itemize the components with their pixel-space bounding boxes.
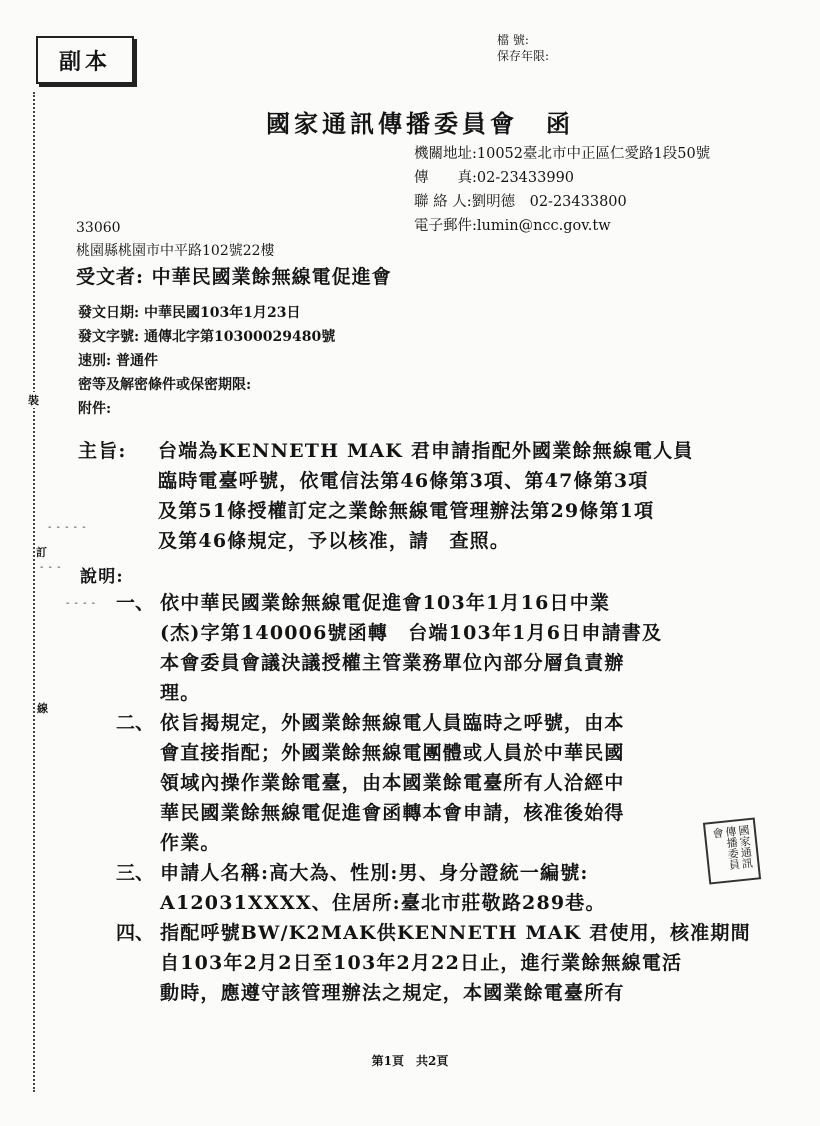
- explanation-line: 本會委員會議決議授權主管業務單位內部分層負責辦: [160, 652, 625, 674]
- subject-line: 台端為KENNETH MAK 君申請指配外國業餘無線電人員: [158, 440, 694, 462]
- copy-stamp: 副本: [36, 36, 134, 84]
- binding-dash: - - - -: [66, 598, 97, 609]
- explanation-line: 作業。: [160, 832, 221, 854]
- item-number: 一、: [116, 592, 155, 614]
- subject-label: 主旨:: [78, 440, 127, 462]
- official-seal: 國家通訊傳播委員會: [703, 817, 761, 884]
- explanation-label: 說明:: [80, 567, 124, 587]
- attachment: 附件:: [78, 401, 112, 417]
- item-number: 三、: [116, 862, 155, 884]
- sender-email: 電子郵件:lumin@ncc.gov.tw: [414, 218, 611, 234]
- archive-file-no: 檔 號:: [497, 33, 529, 47]
- binding-mark-fold: 裝: [28, 394, 39, 407]
- recipient: 受文者: 中華民國業餘無線電促進會: [76, 266, 392, 288]
- document-title: 國家通訊傳播委員會 函: [266, 109, 574, 138]
- mail-address: 桃園縣桃園市中平路102號22樓: [76, 243, 275, 259]
- subject-line: 及第46條規定，予以核准，請 查照。: [158, 530, 511, 552]
- subject-line: 臨時電臺呼號，依電信法第46條第3項、第47條第3項: [158, 470, 649, 492]
- mail-postcode: 33060: [76, 220, 121, 236]
- binding-dash: - - - - -: [48, 522, 87, 533]
- binding-dash: - - -: [40, 562, 62, 573]
- explanation-line: 理。: [160, 682, 201, 704]
- explanation-line: 會直接指配；外國業餘無線電團體或人員於中華民國: [160, 742, 625, 764]
- binding-mark-line: 線: [37, 702, 48, 715]
- sender-address: 機關地址:10052臺北市中正區仁愛路1段50號: [414, 146, 711, 162]
- subject-line: 及第51條授權訂定之業餘無線電管理辦法第29條第1項: [158, 500, 655, 522]
- binding-mark-staple: 訂: [36, 546, 47, 559]
- archive-retention: 保存年限:: [497, 49, 550, 63]
- explanation-line: 領域內操作業餘電臺，由本國業餘電臺所有人洽經中: [160, 772, 625, 794]
- reference-number: 發文字號: 通傳北字第10300029480號: [78, 329, 336, 345]
- issue-date: 發文日期: 中華民國103年1月23日: [78, 305, 301, 321]
- binding-line: [33, 92, 35, 1092]
- sender-contact: 聯 絡 人:劉明德 02-23433800: [414, 194, 627, 210]
- item-number: 四、: [116, 922, 155, 944]
- sender-fax: 傳 真:02-23433990: [414, 170, 575, 186]
- explanation-line: 華民國業餘無線電促進會函轉本會申請，核准後始得: [160, 802, 625, 824]
- delivery-speed: 速別: 普通件: [78, 353, 159, 369]
- security-level: 密等及解密條件或保密期限:: [78, 377, 252, 393]
- page-number: 第1頁 共2頁: [371, 1054, 449, 1068]
- explanation-line: 依旨揭規定，外國業餘無線電人員臨時之呼號，由本: [160, 712, 625, 734]
- item-number: 二、: [116, 712, 155, 734]
- explanation-line: A12031XXXX、住居所:臺北市莊敬路289巷。: [160, 892, 606, 914]
- explanation-line: 指配呼號BW/K2MAK供KENNETH MAK 君使用，核准期間: [160, 922, 751, 944]
- explanation-line: 申請人名稱:高大為、性別:男、身分證統一編號:: [160, 862, 589, 884]
- explanation-line: 動時，應遵守該管理辦法之規定，本國業餘電臺所有: [160, 982, 625, 1004]
- explanation-line: (杰)字第140006號函轉 台端103年1月6日申請書及: [160, 622, 663, 644]
- explanation-line: 依中華民國業餘無線電促進會103年1月16日中業: [160, 592, 611, 614]
- explanation-line: 自103年2月2日至103年2月22日止，進行業餘無線電活: [160, 952, 683, 974]
